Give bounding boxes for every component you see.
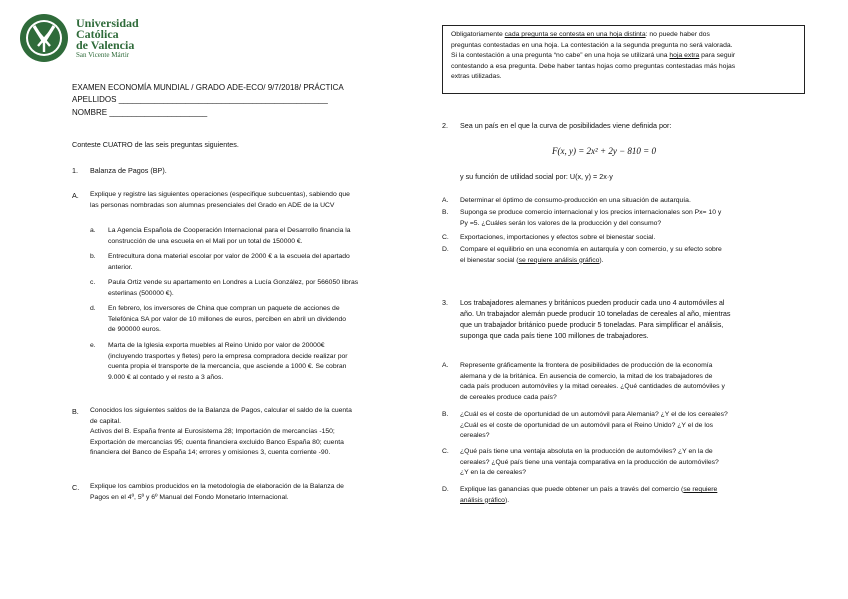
item-text: ). [599, 256, 604, 264]
item-line [460, 485, 808, 496]
list-item [442, 485, 808, 506]
logo-line-2: Católica [76, 27, 119, 41]
item-text: ). [504, 496, 510, 504]
list-item [90, 304, 346, 336]
item-line: de cereales produce cada país? [460, 393, 557, 401]
q1-b-line: financiera del Banco de España 14; errores y omisiones 3, cuenta corriente -90. [90, 449, 331, 457]
item-line: cada país producen automóviles y la mitad cereales. ¿Qué cantidades de automóviles y [460, 383, 725, 391]
item-line: Suponga se produce comercio internacional y los precios internacionales son Px= 10 y [460, 209, 722, 216]
item-line: construcción de una escuela en el Mali por un total de 150000 €. [108, 237, 303, 245]
item-line: ¿Cuál es el coste de oportunidad de un automóvil para el Reino Unido? ¿Y el de los [460, 421, 714, 429]
q1-b-line: Conocidos los siguientes saldos de la Balanza de Pagos, calcular el saldo de la cuenta [90, 407, 352, 414]
q1-c-line: Explique los cambios producidos en la metodología de elaboración de la Balanza de [90, 483, 344, 490]
item-line: cereales? ¿Qué país tiene una ventaja comparativa en la producción de automóviles? [460, 458, 719, 466]
item-label: d. [90, 305, 96, 312]
item-line: ¿Y en la de cereales? [460, 469, 526, 477]
q1-a-text [90, 190, 410, 211]
nombre-field: NOMBRE ______________________ [72, 108, 208, 117]
notice-text: para seguir [699, 52, 736, 60]
item-line: Paula Ortiz vende su apartamento en Londres a Lucía González, por 566050 libras [108, 279, 359, 286]
q3-text [460, 297, 808, 341]
q1-title: Balanza de Pagos (BP). [90, 166, 167, 175]
list-item [442, 447, 808, 479]
item-line: Entrecultura dona material escolar por valor de 2000 € a la escuela del apartado [108, 253, 350, 260]
exam-title: EXAMEN ECONOMÍA MUNDIAL / GRADO ADE-ECO/ 9/7/2018/ PRÁCTICA [72, 83, 344, 92]
item-line: 9.000 € al contado y el resto a 3 años. [108, 373, 224, 381]
item-line: de 900000 euros. [108, 326, 161, 334]
notice-text: Obligatoriamente [451, 31, 505, 38]
item-emphasis: se requiere análisis gráfico [518, 256, 600, 264]
item-line: Compare el equilibrio en una economía en autarquía y con comercio, y su efecto sobre [460, 246, 722, 253]
item-line: ¿Cuál es el coste de oportunidad de un automóvil para Alemania? ¿Y el de los cereales? [460, 411, 728, 418]
list-item [442, 410, 808, 442]
q1-a-label: A. [72, 191, 79, 200]
notice-line: contestando a esa pregunta. Debe haber tantas hojas como preguntas contestadas más hojas [451, 62, 736, 70]
logo-line-3: de Valencia [76, 38, 135, 52]
list-item [90, 341, 348, 383]
instructions: Conteste CUATRO de las seis preguntas siguientes. [72, 140, 239, 149]
list-item [442, 208, 808, 229]
q1-b-line: Activos del B. España frente al Eurosistema 28; Importación de mercancías -150; [90, 428, 335, 436]
q1-number: 1. [72, 166, 78, 175]
item-label: A. [442, 197, 449, 204]
item-emphasis: se requiere [683, 486, 718, 493]
notice-emphasis: cada pregunta se contesta en una hoja distinta [504, 31, 646, 38]
item-line: alemana y de la británica. En ausencia de comercio, la mitad de los trabajadores de [460, 372, 713, 380]
q2-formula: F(x, y) = 2x² + 2y − 810 = 0 [552, 146, 656, 156]
item-text: Explique las ganancias que puede obtener un país a través del comercio ( [460, 486, 684, 493]
list-item [90, 278, 358, 299]
item-label: a. [90, 227, 96, 234]
item-label: D. [442, 246, 449, 253]
notice-line: preguntas contestadas en una hoja. La contestación a la segunda pregunta no será valorada. [451, 41, 733, 49]
item-line: La Agencia Española de Cooperación Internacional para el Desarrollo financia la [108, 227, 351, 234]
q3-line: suponga que cada país tiene 100 millones de trabajadores. [460, 331, 649, 340]
q3-line: Los trabajadores alemanes y británicos pueden producir cada uno 4 automóviles al [460, 298, 725, 307]
item-line: En febrero, los inversores de China que compran un paquete de acciones de [108, 305, 340, 312]
apellidos-field: APELLIDOS _______________________________________________ [72, 95, 328, 104]
item-line: cuenta propia el transporte de la mercancía, que asciende a 1000 €. Se cobran [108, 363, 347, 371]
notice-line: extras utilizadas. [451, 73, 502, 81]
item-label: c. [90, 279, 96, 286]
notice-text: : no puede haber dos [645, 31, 710, 38]
notice-text: Si la contestación a una pregunta “no cabe” en una hoja se utilizará una [451, 52, 670, 60]
q2-utility: y su función de utilidad social por: U(x, y) = 2x·y [460, 172, 613, 181]
item-line: ¿Qué país tiene una ventaja absoluta en la producción de automóviles? ¿Y en la de [460, 448, 713, 455]
item-line: cereales? [460, 432, 490, 440]
item-line: esterlinas (500000 €). [108, 289, 174, 297]
item-line: anterior. [108, 263, 133, 271]
item-line: Represente gráficamente la frontera de posibilidades de producción de la economía [460, 362, 713, 369]
list-item [442, 361, 808, 403]
q1-c-line: Pagos en el 4º, 5º y 6º Manual del Fondo Monetario Internacional. [90, 493, 289, 501]
list-item [442, 233, 808, 244]
item-label: C. [442, 234, 449, 241]
q1-b-label: B. [72, 407, 79, 416]
item-line: (incluyendo trasportes y fletes) pero la empresa compradora decide realizar por [108, 352, 348, 360]
item-line: Py =5. ¿Cuáles serán los valores de la producción y del consumo? [460, 219, 662, 227]
item-text: el bienestar social ( [460, 256, 519, 264]
item-label: B. [442, 209, 449, 216]
q1-b-line: Exportación de mercancías 95; cuenta financiera excluido Banco España 80; cuenta [90, 438, 344, 446]
item-label: D. [442, 486, 449, 493]
q1-b-line: de capital. [90, 417, 121, 425]
q3-line: que un trabajador británico puede producir 5 toneladas. Para simplificar el análisis, [460, 320, 724, 329]
item-emphasis: análisis gráfico [460, 496, 505, 504]
list-item [442, 196, 808, 207]
item-line: Determinar el óptimo de consumo-producción en una situación de autarquía. [460, 197, 691, 204]
q1-b-text [90, 406, 410, 459]
list-item [90, 252, 350, 273]
q3-number: 3. [442, 298, 448, 307]
item-label: C. [442, 448, 449, 455]
item-label: B. [442, 411, 449, 418]
logo-line-4: San Vicente Mártir [76, 51, 130, 59]
notice-box [442, 25, 805, 94]
logo-line-1: Universidad [76, 16, 139, 30]
q2-title: Sea un país en el que la curva de posibilidades viene definida por: [460, 121, 672, 130]
item-line: Marta de la Iglesia exporta muebles al Reino Unido por valor de 20000€ [108, 342, 325, 349]
list-item [442, 245, 808, 266]
notice-line [451, 51, 796, 62]
notice-emphasis: hoja extra [669, 52, 700, 60]
q1-a-line: Explique y registre las siguientes operaciones (especifique subcuentas), sabiendo que [90, 191, 350, 198]
university-seal-icon [18, 12, 70, 64]
item-label: b. [90, 253, 96, 260]
q2-number: 2. [442, 121, 448, 130]
q3-line: año. Un trabajador alemán puede producir 10 toneladas de cereales al año, mientras [460, 309, 731, 318]
item-line [460, 496, 808, 507]
item-line: Exportaciones, importaciones y efectos sobre el bienestar social. [460, 234, 656, 241]
item-line [460, 256, 808, 267]
q1-a-line: las personas nombradas son alumnas presenciales del Grado en ADE de la UCV [90, 201, 335, 209]
item-label: A. [442, 362, 449, 369]
item-label: e. [90, 342, 96, 349]
list-item [90, 226, 351, 247]
q1-c-text [90, 482, 410, 503]
q1-c-label: C. [72, 483, 80, 492]
item-line: Telefónica SA por valor de 10 millones de euros, perciben en abril un dividendo [108, 315, 347, 323]
notice-line [451, 30, 796, 41]
university-logo [18, 12, 188, 64]
